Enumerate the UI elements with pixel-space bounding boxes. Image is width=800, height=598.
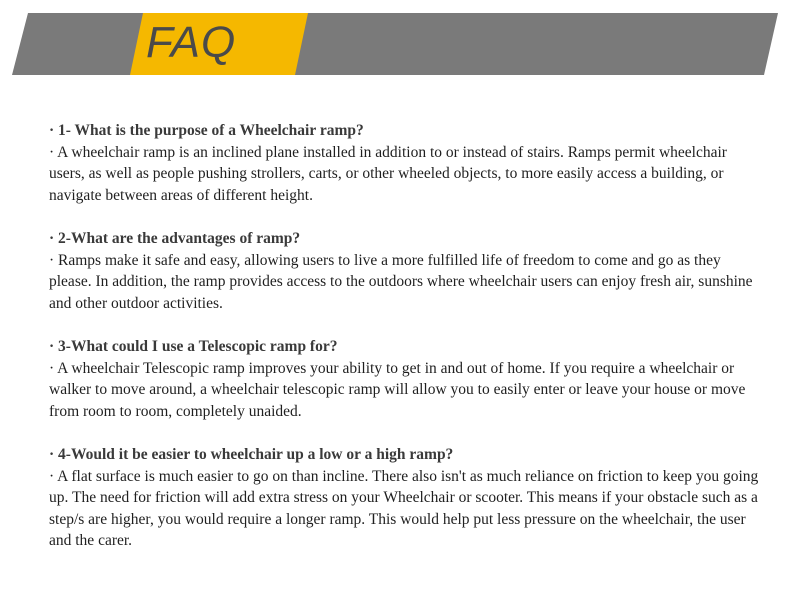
faq-answer: · A wheelchair ramp is an inclined plane installed in addition to or instead of stairs. Ramps permit wheelchair users, as well as people pushing strollers, carts, or other wheeled objects, to more easily access a building, or navigate between areas of different height.: [49, 143, 727, 204]
faq-item: [49, 444, 759, 552]
faq-question: · 3-What could I use a Telescopic ramp for?: [49, 338, 338, 355]
faq-question: · 4-Would it be easier to wheelchair up a low or a high ramp?: [49, 446, 454, 463]
faq-answer: · A wheelchair Telescopic ramp improves your ability to get in and out of home. If you require a wheelchair or walker to move around, a wheelchair telescopic ramp will allow you to easily enter or leave your house or move from room to room, completely unaided.: [49, 359, 746, 420]
faq-answer: · A flat surface is much easier to go on than incline. There also isn't as much reliance on friction to keep you going up. The need for friction will add extra stress on your Wheelchair or scooter. This means if your obstacle such as a step/s are higher, you would require a longer ramp. This would help put less pressure on the wheelchair, the user and the carer.: [49, 467, 759, 549]
page-title: FAQ: [146, 18, 237, 67]
faq-question: · 2-What are the advantages of ramp?: [49, 230, 301, 247]
banner-graphic: [0, 0, 800, 80]
faq-list: [49, 120, 759, 574]
faq-item: [49, 228, 759, 314]
faq-banner: [0, 0, 800, 80]
banner-gray-bar: [12, 13, 778, 75]
faq-item: [49, 120, 759, 206]
faq-item: [49, 336, 759, 422]
faq-question: · 1- What is the purpose of a Wheelchair ramp?: [49, 122, 364, 139]
faq-answer: · Ramps make it safe and easy, allowing users to live a more fulfilled life of freedom to come and go as they please. In addition, the ramp provides access to the outdoors where wheelchair users can enjoy fresh air, sunshine and other outdoor activities.: [49, 251, 753, 312]
